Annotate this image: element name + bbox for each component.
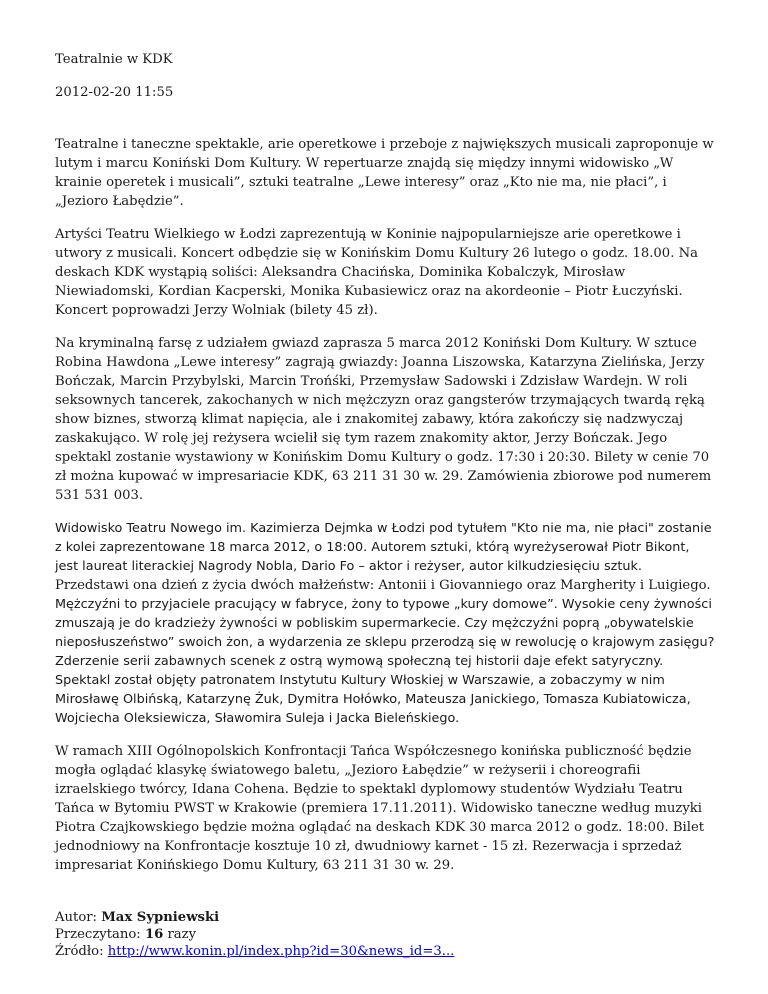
- article-meta: [55, 909, 715, 960]
- paragraph-4-part-3: Mężczyźni to przyjaciele pracujący w fabryce, żony to typowe „kury domowe”. Wysokie ceny żywności zmuszają je do kradzieży żywności w pobliskim supermarkecie. Czy mężczyźni poprą „obywatelskie nieposłuszeństwo” swoich żon, a wydarzenia ze sklepu przerodzą się w rewolucję o krajowym zasięgu? Zderzenie serii zabawnych scenek z ostrą wymową społeczną tej historii daje efekt satyryczny. Spektakl został objęty patronatem Instytutu Kultury Włoskiej w Warszawie, a zobaczymy w nim Mirosławę Olbińską, Katarzynę Żuk, Dymitra Hołówko, Mateusza Janickiego, Tomasza Kubiatowicza, Wojciecha Oleksiewicza, Sławomira Suleja i Jacka Bieleńskiego.: [55, 597, 715, 726]
- reads-count: 16: [144, 927, 164, 942]
- article-datetime: 2012-02-20 11:55: [55, 85, 174, 100]
- article: [55, 50, 715, 960]
- source-link[interactable]: http://www.konin.pl/index.php?id=30&news_id=3...: [107, 944, 455, 959]
- author-line: [55, 909, 715, 926]
- author-name: Max Sypniewski: [101, 910, 220, 925]
- article-paragraph-5: W ramach XIII Ogólnopolskich Konfrontacji Tańca Współczesnego konińska publiczność będzie mogła oglądać klasykę światowego baletu, „Jezioro Łabędzie” w reżyserii i choreografii izraelskiego twórcy, Idana Cohena. Będzie to spektakl dyplomowy studentów Wydziału Teatru Tańca w Bytomiu PWST w Krakowie (premiera 17.11.2011). Widowisko taneczne według muzyki Piotra Czajkowskiego będzie można oglądać na deskach KDK 30 marca 2012 o godz. 18:00. Bilet jednodniowy na Konfrontacje kosztuje 10 zł, dwudniowy karnet - 15 zł. Rezerwacja i sprzedaż impresariat Konińskiego Domu Kultury, 63 211 31 30 w. 29.: [55, 744, 705, 873]
- article-paragraph-4: [55, 519, 715, 728]
- article-paragraph-3: Na kryminalną farsę z udziałem gwiazd zaprasza 5 marca 2012 Koniński Dom Kultury. W sztuce Robina Hawdona „Lewe interesy” zagrają gwiazdy: Joanna Liszowska, Katarzyna Zielińska, Jerzy Bończak, Marcin Przybylski, Marcin Trońśki, Przemysław Sadowski i Zdzisław Wardejn. W roli seksownych tancerek, zakochanych w nich mężczyzn oraz gangsterów trzymających twardą ręką show biznes, stworzą klimat napięcia, ale i znakomitej zabawy, która zakończy się nadzwyczaj zaskakująco. W rolę jej reżysera wcielił się tym razem znakomity aktor, Jerzy Bończak. Jego spektakl zostanie wystawiony w Konińskim Domu Kultury o godz. 17:30 i 20:30. Bilety w cenie 70 zł można kupować w impresariacie KDK, 63 211 31 30 w. 29. Zamówienia zbiorowe pod numerem 531 531 003.: [55, 336, 712, 503]
- article-title: Teatralnie w KDK: [55, 52, 173, 67]
- source-line: [55, 943, 715, 960]
- article-paragraph-1: Teatralne i taneczne spektakle, arie operetkowe i przeboje z największych musicali zaproponuje w lutym i marcu Koniński Dom Kultury. W repertuarze znajdą się między innymi widowisko „W krainie operetek i musicali”, sztuki teatralne „Lewe interesy” oraz „Kto nie ma, nie płaci”, i „Jezioro Łabędzie”.: [55, 137, 714, 209]
- author-label: Autor:: [55, 910, 102, 925]
- reads-label: Przeczytano:: [55, 927, 145, 942]
- paragraph-4-part-1: Widowisko Teatru Nowego im. Kazimierza Dejmka w Łodzi pod tytułem "Kto nie ma, nie płaci" zostanie z kolei zaprezentowane 18 marca 2012, o 18:00. Autorem sztuki, którą wyreżyserował Piotr Bikont, jest laureat literackiej Nagrody Nobla, Dario Fo – aktor i reżyser, autor kilkudziesięciu sztuk.: [55, 521, 712, 574]
- reads-line: [55, 926, 715, 943]
- article-paragraph-2: Artyści Teatru Wielkiego w Łodzi zaprezentują w Koninie najpopularniejsze arie operetkowe i utwory z musicali. Koncert odbędzie się w Konińskim Domu Kultury 26 lutego o godz. 18.00. Na deskach KDK wystąpią soliści: Aleksandra Chacińska, Dominika Kobalczyk, Mirosław Niewiadomski, Kordian Kacperski, Monika Kubasiewicz oraz na akordeonie – Piotr Łuczyński. Koncert poprowadzi Jerzy Wolniak (bilety 45 zł).: [55, 227, 698, 318]
- paragraph-4-part-2: Przedstawi ona dzień z życia dwóch małżeństw: Antonii i Giovanniego oraz Margherity i Luigiego.: [55, 578, 711, 593]
- source-label: Źródło:: [55, 944, 108, 959]
- reads-suffix: razy: [163, 927, 197, 942]
